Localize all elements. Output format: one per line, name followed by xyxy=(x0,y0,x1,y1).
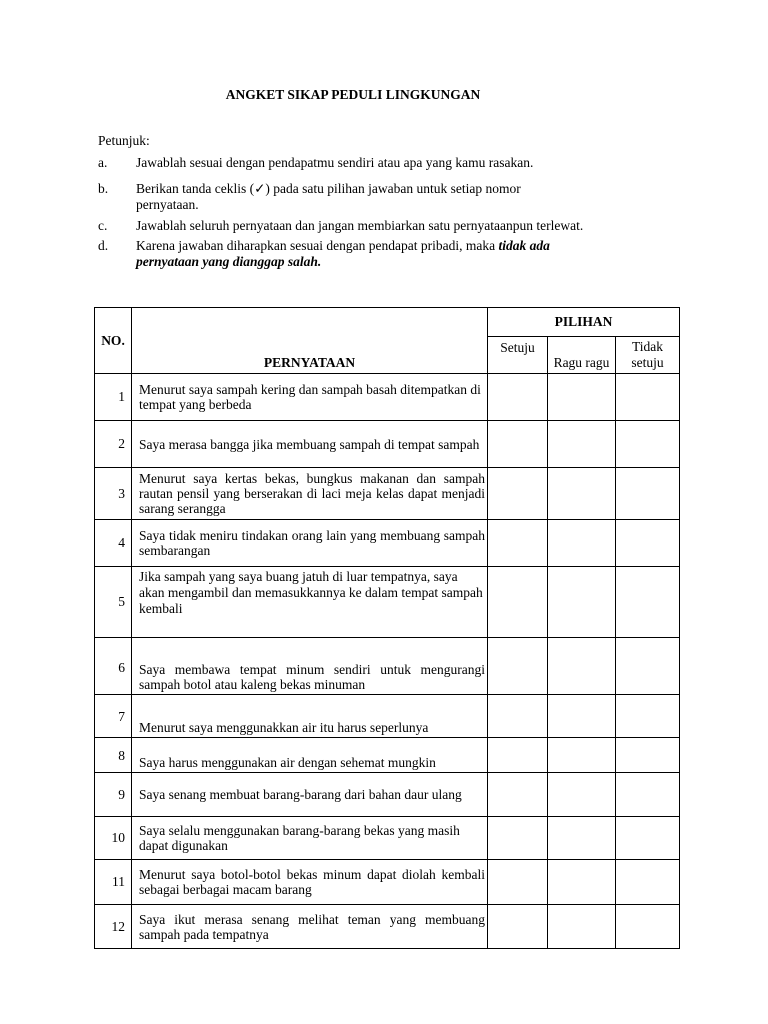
answer-cell-agree[interactable] xyxy=(488,773,548,817)
answer-cell-disagree[interactable] xyxy=(616,905,680,949)
answer-cell-disagree[interactable] xyxy=(616,738,680,773)
column-header-disagree: Tidak setuju xyxy=(616,337,680,374)
table-row xyxy=(95,738,680,773)
answer-cell-disagree[interactable] xyxy=(616,638,680,695)
table-row xyxy=(95,468,680,520)
answer-cell-unsure[interactable] xyxy=(548,520,616,567)
answer-cell-agree[interactable] xyxy=(488,374,548,421)
answer-cell-agree[interactable] xyxy=(488,638,548,695)
row-number: 8 xyxy=(95,738,132,773)
answer-cell-agree[interactable] xyxy=(488,520,548,567)
row-number: 6 xyxy=(95,638,132,695)
instruction-text-plain: Karena jawaban diharapkan sesuai dengan pendapat pribadi, maka xyxy=(136,238,499,253)
row-number: 9 xyxy=(95,773,132,817)
row-number: 11 xyxy=(95,860,132,905)
answer-cell-disagree[interactable] xyxy=(616,374,680,421)
row-number: 5 xyxy=(95,567,132,638)
instruction-letter: d. xyxy=(98,238,109,253)
answer-cell-disagree[interactable] xyxy=(616,860,680,905)
row-statement: Saya membawa tempat minum sendiri untuk mengurangi sampah botol atau kaleng bekas minuman xyxy=(132,638,488,695)
row-statement: Saya merasa bangga jika membuang sampah di tempat sampah xyxy=(132,421,488,468)
questionnaire-table xyxy=(94,307,680,949)
answer-cell-disagree[interactable] xyxy=(616,695,680,738)
row-number: 4 xyxy=(95,520,132,567)
row-statement: Saya tidak meniru tindakan orang lain yang membuang sampah sembarangan xyxy=(132,520,488,567)
table-row xyxy=(95,860,680,905)
row-number: 2 xyxy=(95,421,132,468)
table-row xyxy=(95,905,680,949)
instruction-letter: b. xyxy=(98,181,109,196)
answer-cell-agree[interactable] xyxy=(488,468,548,520)
column-header-no: NO. xyxy=(95,308,132,374)
answer-cell-unsure[interactable] xyxy=(548,468,616,520)
instruction-text xyxy=(136,238,586,270)
row-statement: Saya harus menggunakan air dengan sehemat mungkin xyxy=(132,738,488,773)
instruction-letter: c. xyxy=(98,218,108,233)
answer-cell-unsure[interactable] xyxy=(548,374,616,421)
instruction-text: Jawablah sesuai dengan pendapatmu sendiri atau apa yang kamu rasakan. xyxy=(136,155,534,170)
answer-cell-agree[interactable] xyxy=(488,860,548,905)
answer-cell-agree[interactable] xyxy=(488,567,548,638)
answer-cell-unsure[interactable] xyxy=(548,905,616,949)
instruction-text: Berikan tanda ceklis (✓) pada satu pilihan jawaban untuk setiap nomor pernyataan. xyxy=(136,181,521,212)
row-statement: Menurut saya kertas bekas, bungkus makanan dan sampah rautan pensil yang berserakan di laci meja kelas dapat menjadi sarang serangga xyxy=(132,468,488,520)
row-statement: Saya senang membuat barang-barang dari bahan daur ulang xyxy=(132,773,488,817)
table-row xyxy=(95,421,680,468)
answer-cell-unsure[interactable] xyxy=(548,860,616,905)
table-row xyxy=(95,374,680,421)
answer-cell-disagree[interactable] xyxy=(616,468,680,520)
answer-cell-unsure[interactable] xyxy=(548,567,616,638)
instruction-text-emphasis: tidak ada pernyataan yang dianggap salah. xyxy=(136,238,550,269)
answer-cell-disagree[interactable] xyxy=(616,773,680,817)
answer-cell-disagree[interactable] xyxy=(616,817,680,860)
row-number: 3 xyxy=(95,468,132,520)
column-header-agree: Setuju xyxy=(488,337,548,374)
table-row xyxy=(95,638,680,695)
answer-cell-agree[interactable] xyxy=(488,905,548,949)
instruction-item xyxy=(98,181,618,213)
instructions-label: Petunjuk: xyxy=(98,133,150,148)
row-number: 7 xyxy=(95,695,132,738)
row-statement: Saya selalu menggunakan barang-barang bekas yang masih dapat digunakan xyxy=(132,817,488,860)
answer-cell-unsure[interactable] xyxy=(548,773,616,817)
answer-cell-agree[interactable] xyxy=(488,738,548,773)
column-header-unsure: Ragu ragu xyxy=(548,337,616,374)
answer-cell-disagree[interactable] xyxy=(616,421,680,468)
instruction-item xyxy=(98,238,618,270)
table-row xyxy=(95,817,680,860)
answer-cell-agree[interactable] xyxy=(488,421,548,468)
answer-cell-unsure[interactable] xyxy=(548,421,616,468)
answer-cell-unsure[interactable] xyxy=(548,738,616,773)
row-statement: Jika sampah yang saya buang jatuh di luar tempatnya, saya akan mengambil dan memasukkannya ke dalam tempat sampah kembali xyxy=(132,567,488,638)
table-row xyxy=(95,520,680,567)
answer-cell-agree[interactable] xyxy=(488,695,548,738)
row-statement: Saya ikut merasa senang melihat teman yang membuang sampah pada tempatnya xyxy=(132,905,488,949)
row-number: 10 xyxy=(95,817,132,860)
answer-cell-unsure[interactable] xyxy=(548,817,616,860)
answer-cell-unsure[interactable] xyxy=(548,695,616,738)
row-statement: Menurut saya sampah kering dan sampah basah ditempatkan di tempat yang berbeda xyxy=(132,374,488,421)
instruction-text: Jawablah seluruh pernyataan dan jangan membiarkan satu pernyataanpun terlewat. xyxy=(136,218,584,233)
row-number: 12 xyxy=(95,905,132,949)
answer-cell-disagree[interactable] xyxy=(616,567,680,638)
row-statement: Menurut saya menggunakkan air itu harus seperlunya xyxy=(132,695,488,738)
answer-cell-agree[interactable] xyxy=(488,817,548,860)
answer-cell-unsure[interactable] xyxy=(548,638,616,695)
row-number: 1 xyxy=(95,374,132,421)
instruction-letter: a. xyxy=(98,155,108,170)
instruction-item xyxy=(98,155,618,171)
instruction-item xyxy=(98,218,618,234)
document-title: ANGKET SIKAP PEDULI LINGKUNGAN xyxy=(225,87,481,102)
table-row xyxy=(95,773,680,817)
table-row xyxy=(95,695,680,738)
row-statement: Menurut saya botol-botol bekas minum dapat diolah kembali sebagai berbagai macam barang xyxy=(132,860,488,905)
column-header-statement: PERNYATAAN xyxy=(132,308,488,374)
table-row xyxy=(95,567,680,638)
column-header-choices: PILIHAN xyxy=(488,308,680,337)
answer-cell-disagree[interactable] xyxy=(616,520,680,567)
